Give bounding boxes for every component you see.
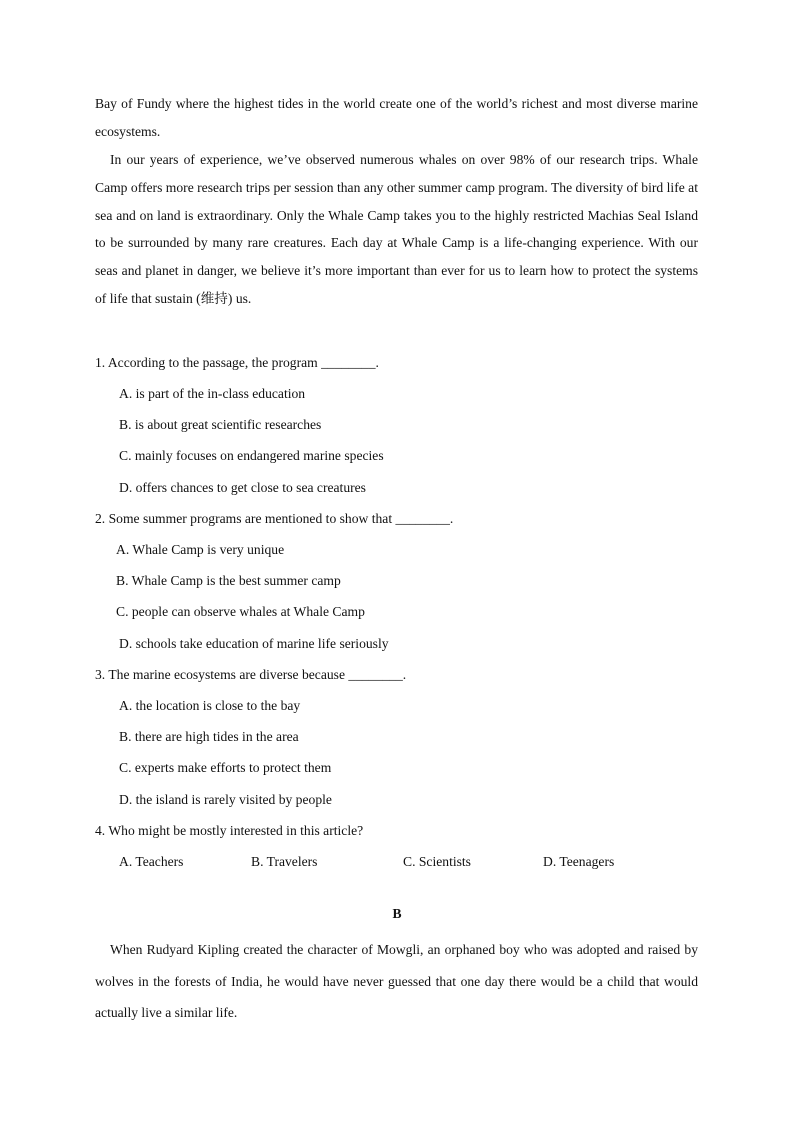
question-3-option-a: A. the location is close to the bay	[119, 698, 301, 713]
question-3-stem: 3. The marine ecosystems are diverse because ________.	[95, 667, 407, 682]
question-3-option-c: C. experts make efforts to protect them	[119, 760, 332, 775]
question-2-option-b: B. Whale Camp is the best summer camp	[116, 573, 341, 588]
question-2-option-d: D. schools take education of marine life seriously	[119, 636, 389, 651]
question-2-option-a: A. Whale Camp is very unique	[116, 542, 285, 557]
passage-a-paragraph-1: Bay of Fundy where the highest tides in the world create one of the world’s richest and most diverse marine ecosystems.	[95, 96, 698, 139]
passage-b-paragraph-1: When Rudyard Kipling created the character of Mowgli, an orphaned boy who was adopted and raised by wolves in the forests of India, he would have never guessed that one day there would be a child that would actually live a similar life.	[95, 942, 698, 1020]
question-2-stem: 2. Some summer programs are mentioned to show that ________.	[95, 511, 454, 526]
question-3-option-d: D. the island is rarely visited by people	[119, 792, 332, 807]
question-4-option-a: A. Teachers	[119, 854, 184, 869]
question-4-option-d: D. Teenagers	[543, 854, 615, 869]
question-4-option-c: C. Scientists	[403, 854, 471, 869]
question-4-stem: 4. Who might be mostly interested in this article?	[95, 823, 364, 838]
passage-a-paragraph-2: In our years of experience, we’ve observed numerous whales on over 98% of our research trips. Whale Camp offers more research trips per session than any other summer camp program. The diversity of bird life at sea and on land is extraordinary. Only the Whale Camp takes you to the highly restricted Machias Seal Island to be surrounded by many rare creatures. Each day at Whale Camp is a life-changing experience. With our seas and planet in danger, we believe it’s more important than ever for us to learn how to protect the systems of life that sustain (维持) us.	[95, 152, 698, 306]
question-1-option-a: A. is part of the in-class education	[119, 386, 306, 401]
question-2-option-c: C. people can observe whales at Whale Camp	[116, 604, 365, 619]
question-1-stem: 1. According to the passage, the program ________.	[95, 355, 379, 370]
passage-b-title: B	[392, 906, 402, 921]
question-1-option-d: D. offers chances to get close to sea creatures	[119, 480, 366, 495]
question-1-option-b: B. is about great scientific researches	[119, 417, 322, 432]
question-4-option-b: B. Travelers	[251, 854, 318, 869]
question-3-option-b: B. there are high tides in the area	[119, 729, 299, 744]
question-1-option-c: C. mainly focuses on endangered marine species	[119, 448, 384, 463]
